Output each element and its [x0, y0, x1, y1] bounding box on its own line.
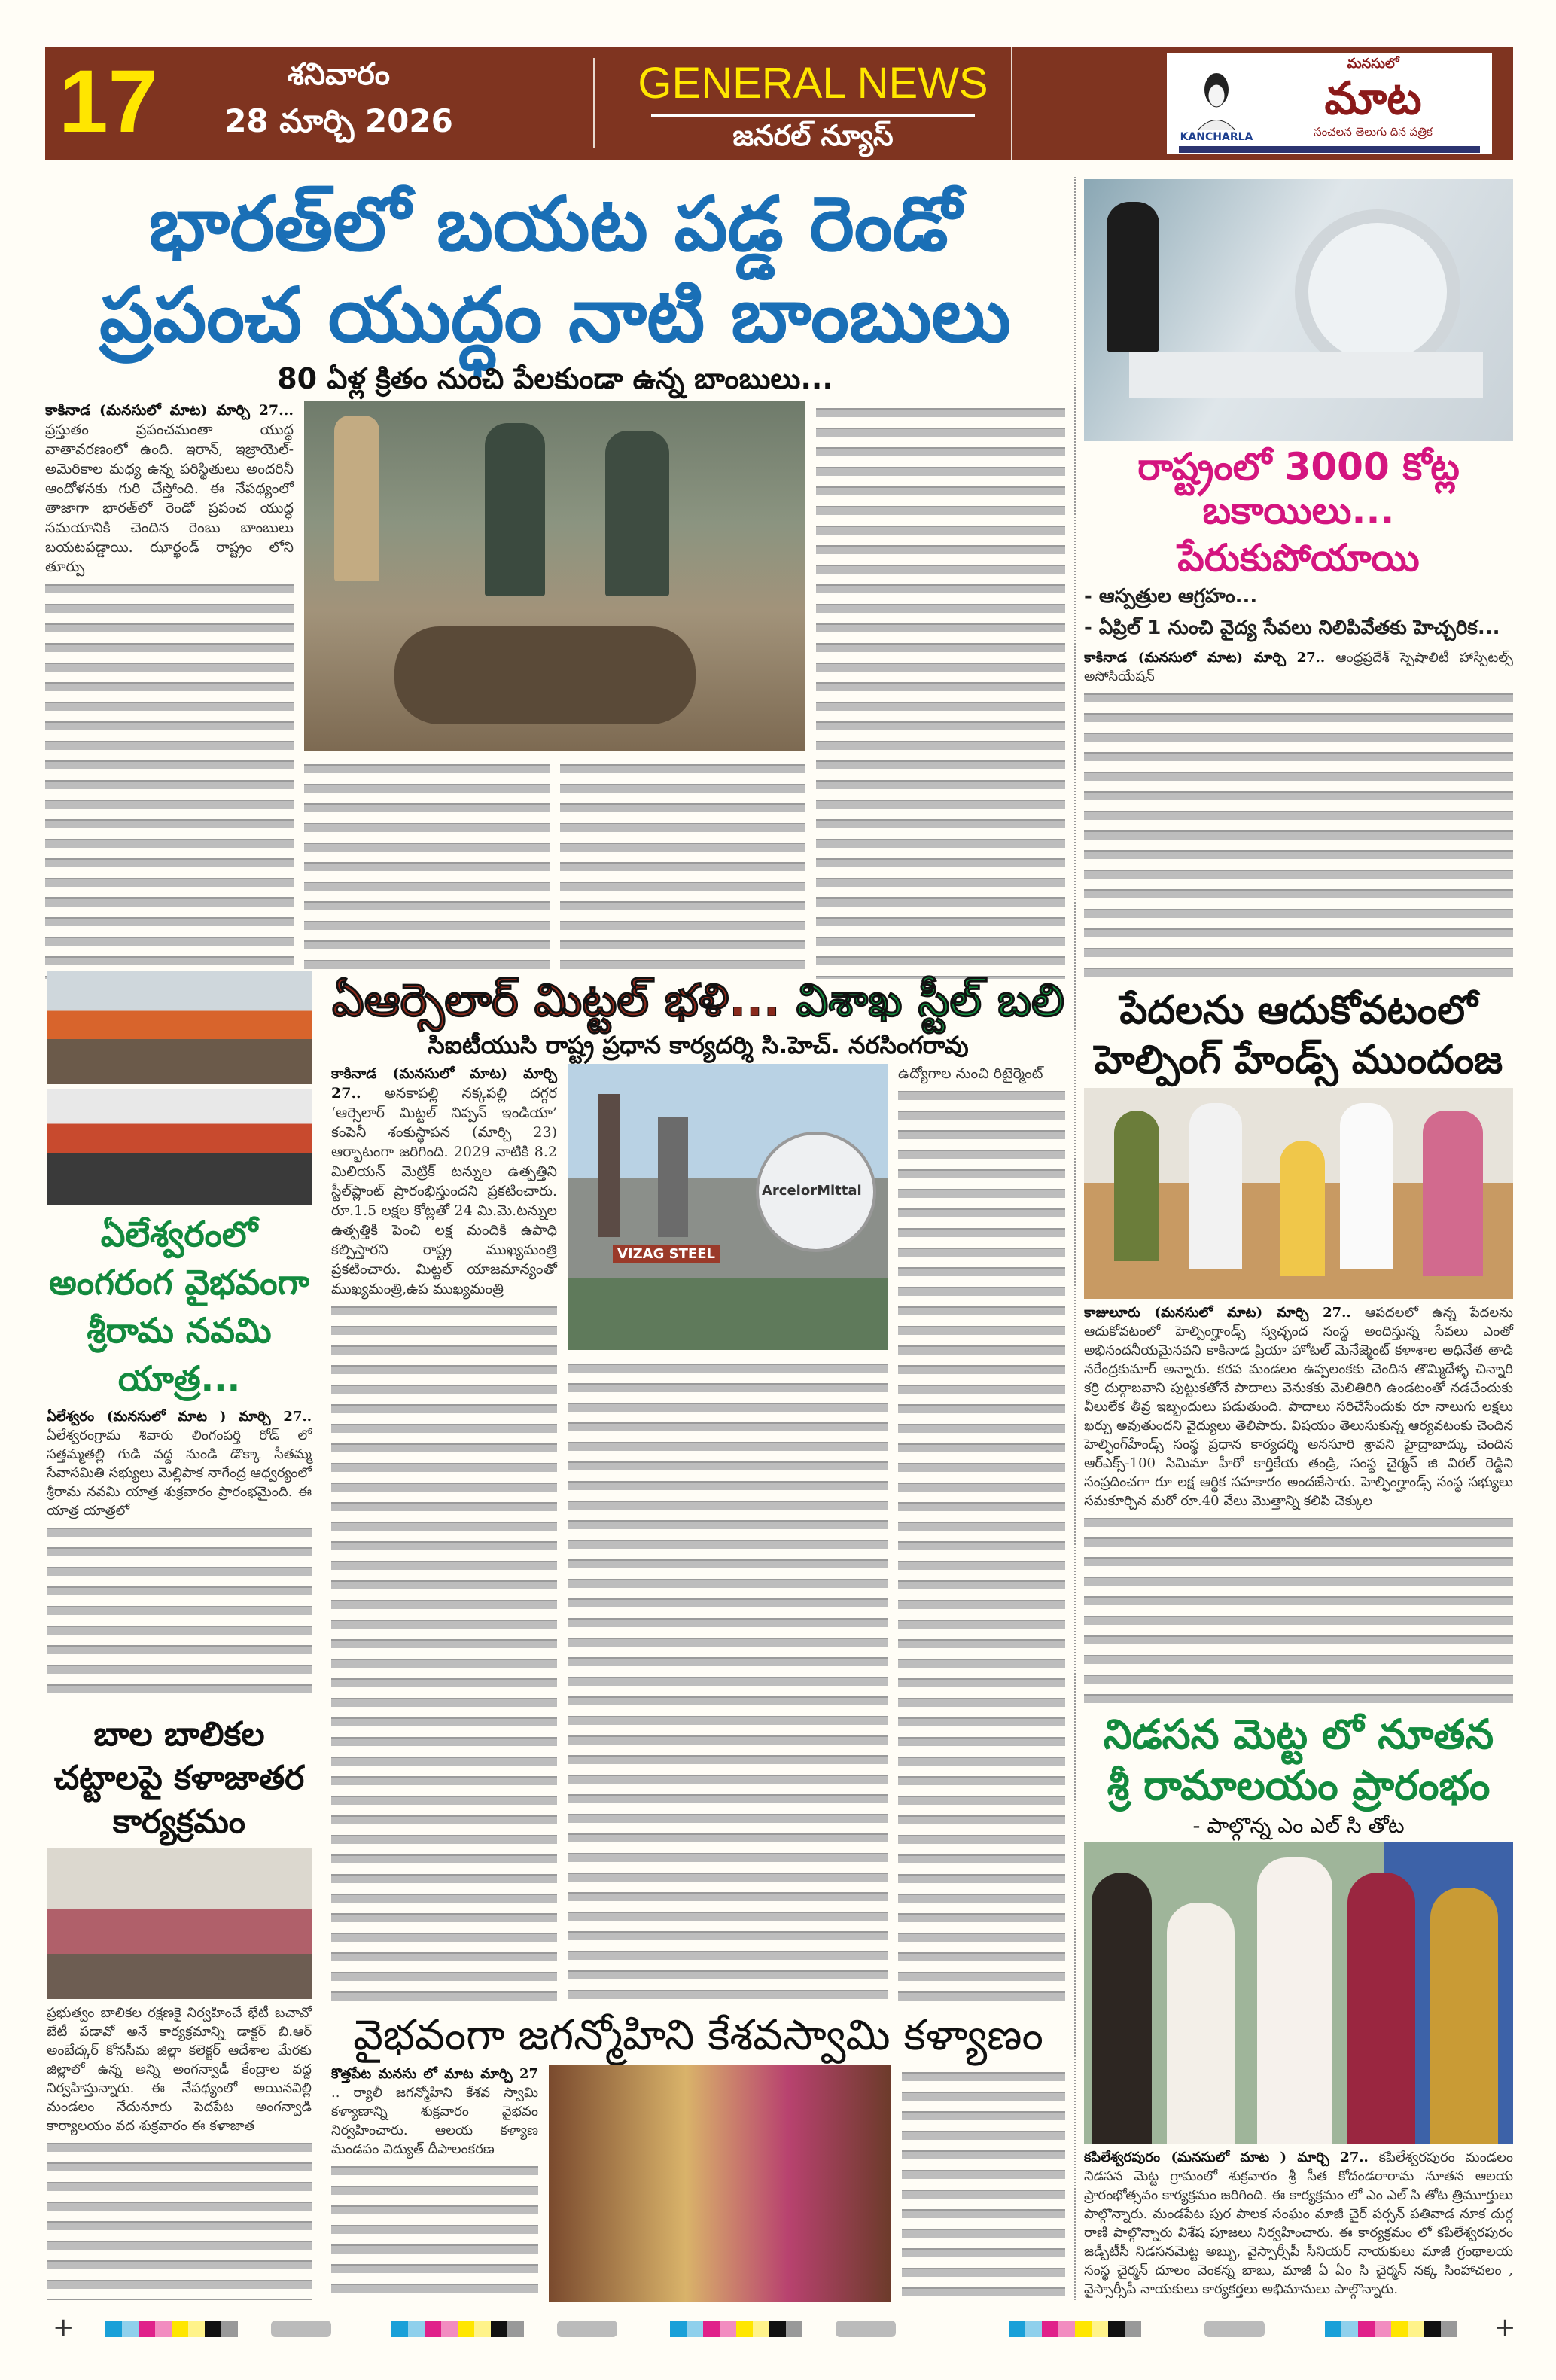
- divider: [1011, 47, 1012, 160]
- color-bar: [391, 2321, 524, 2337]
- temple-headline-line2: శ్రీ రామాలయం ప్రారంభం: [1107, 1761, 1491, 1809]
- color-bar: [557, 2321, 617, 2337]
- temple-byline: - పాల్గొన్న ఎం ఎల్ సి తోట: [1192, 1812, 1405, 1838]
- dateline: కాజులూరు (మనసులో మాట) మార్చి 27..: [1084, 1304, 1351, 1321]
- hospital-bullet: - ఆస్పత్రుల ఆగ్రహం...: [1084, 584, 1258, 608]
- steel-headline-part2: విశాఖ స్టీల్ బలి: [796, 974, 1064, 1027]
- page-number: 17: [59, 52, 158, 151]
- color-bar: [670, 2321, 802, 2337]
- section-title-en: GENERAL NEWS: [638, 59, 988, 108]
- temple-wedding-photo: [549, 2065, 891, 2302]
- divider: [593, 58, 595, 148]
- lead-headline-line2: ప్రపంచ యుద్ధం నాటి బాంబులు: [99, 271, 1011, 359]
- date: 28 మార్చి 2026: [224, 102, 453, 139]
- article-text: ఆపదలలో ఉన్న పేదలను ఆదుకోవటంలో హెల్పింగ్హాండ్స్ స్వచ్ఛంద సంస్థ అందిస్తున్న సేవలు ఎంతో అభినందనీయమైనవని కాకినాడ ప్రియా హోటల్ మెనేజ్మెంట్ కళాశాల అధినేత తాడి నరేంద్రకుమార్ అన్నారు. కరప: [1084, 1304, 1513, 1377]
- kalyanam-story: [331, 2012, 1065, 2302]
- logo-big: మాట: [1324, 72, 1422, 125]
- color-bar: [105, 2321, 238, 2337]
- lead-body-col2: [304, 757, 550, 979]
- steel-headline-part1: ఏఆర్సెలార్ మిట్టల్ భళి...: [332, 974, 781, 1027]
- day: శనివారం: [288, 57, 390, 92]
- article-text: మండలం ఉప్పలంకకు చెందిన తొమ్మిదేళ్ళ చిన్నారి కర్రి దుర్గాబవాని పుట్టుకతోనే పాదాలు వెనుకకు మెలితిరిగి ఉండటంతో నడచేందుకు వీలులేక తీవ్ర ఇబ్బందులు పడుతుంది. పాదాలు సరిచేసేందుకు రూ నాలుగు లక్షలు ఖర్చు అవుతుందని వైద్యులు తెలిపారు. విషయం తెలుసుకున్న ఆర్యవటంకు చెందిన హెల్ఫింగ్‌హేండ్స్ సంస్థ ప్రధాన కార్యదర్శి అనసూరి శ్రావని హైద్రాబాద్కు చెందిన ఆర్ఎక్స్-100 సిమిమా హీరో కార్తికేయ తండ్రి, సంస్థ చైర్మన్ జి విరల్ రెడ్డిని సంప్రదించగా రూ లక్ష ఆర్థిక సహకారం అందజేసారు. హెల్ఫింగ్హాండ్స్ సంస్థ సభ్యులు సమకూర్చిన మరో రూ.40 వేలు మొత్తాన్ని కలిపి చెక్కుల: [1084, 1361, 1513, 1509]
- arcelor-sign: ArcelorMittal: [762, 1182, 862, 1199]
- lead-subheadline: 80 ఏళ్ల క్రితం నుంచి పేలకుండా ఉన్న బాంబులు...: [277, 362, 833, 395]
- steel-story: [331, 975, 1065, 2007]
- helping-hands-headline-line1: పేదలను ఆదుకోవటంలో: [1119, 988, 1478, 1034]
- logo-tagline: సంచలన తెలుగు దిన పత్రిక: [1314, 125, 1433, 139]
- color-bar: [1204, 2321, 1265, 2337]
- column-rule: [1074, 177, 1076, 2300]
- temple-headline-line1: నిడసన మెట్ట లో నూతన: [1103, 1710, 1494, 1758]
- steel-subheadline: సిఐటీయుసి రాష్ట్ర ప్రధాన కార్యదర్శి సి.హెచ్. నరసింగరావు: [428, 1031, 969, 1059]
- lead-body-col1: [45, 401, 294, 979]
- dateline: కపిలేశ్వరపురం (మనసులో మాట ) మార్చి 27..: [1084, 2150, 1369, 2165]
- steel-sign: VIZAG STEEL: [613, 1245, 720, 1263]
- steel-body-col1: [331, 1064, 557, 2007]
- newspaper-logo: [1167, 53, 1492, 154]
- logo-small: మనసులో: [1347, 56, 1399, 72]
- article-text: ఉద్యోగాల నుంచి రిటైర్మెంట్: [898, 1065, 1043, 1082]
- cheque-handover-photo: [1084, 1088, 1513, 1299]
- dateline: ఏలేశ్వరం (మనసులో మాట ) మార్చి 27..: [47, 1409, 312, 1425]
- balika-body: [47, 2004, 312, 2300]
- color-bar: [271, 2321, 331, 2337]
- article-text: .. ర్యాలీ జగన్మోహిని కేశవ స్వామి కళ్యాణాన్ని శుక్రవారం వైభవం నిర్వహించారు. ఆలయ కళ్యాణ మండపం విద్యుత్ దీపాలంకరణ: [331, 2085, 538, 2158]
- article-text: అనకాపల్లి నక్కపల్లి దగ్గర ‘ఆర్సెలార్ మిట్టల్ నిప్పన్ ఇండియా’ కంపెనీ శంకుస్థాపన (మార్చి 23) ఆర్భాటంగా జరిగింది. 2029 నాటికి 8.2 మిలియన్ మెట్రిక్ టన్నుల ఉత్పత్తిని స్టీల్‌ప్లాంట్ ప్రారంభిస్తుందని ప్రకటించారు. రూ.1.5 లక్షల కోట్లతో 24 మి.మె.టన్నుల ఉత్పత్తికి పెంచి లక్ష మందికి ఉపాధి కల్పిస్తారని రాష్ట్ర ముఖ్యమంత్రి ప్రకటించారు. మిట్టల్ యాజమాన్యంతో ముఖ్యమంత్రి,ఉప ముఖ్యమంత్రి: [331, 1084, 557, 1297]
- steel-plant-photo: [568, 1064, 888, 1350]
- divider: [651, 114, 975, 117]
- text-lines: [45, 578, 294, 979]
- lead-body-col4: [816, 401, 1065, 979]
- dateline: కొత్తపేట మనసు లో మాట మార్చి 27: [331, 2066, 538, 2083]
- dateline: కాకినాడ (మనసులో మాట) మార్చి 27..: [1084, 649, 1326, 666]
- temple-opening-photo: [1084, 1842, 1513, 2144]
- kalyanam-body-col1: [331, 2065, 538, 2302]
- color-bar: [1325, 2321, 1457, 2337]
- helping-hands-headline-line2: హెల్పింగ్ హేండ్స్ ముందంజ: [1094, 1037, 1503, 1083]
- kalyanam-body-col3: [902, 2065, 1065, 2302]
- portrait-icon: [1190, 69, 1243, 130]
- sriramanavami-body: [47, 1407, 312, 1704]
- lead-body-col3: [560, 757, 805, 979]
- steel-body-col2: [568, 1356, 888, 2007]
- kalyanam-headline: వైభవంగా జగన్మోహిని కేశవస్వామి కళ్యాణం: [353, 2011, 1043, 2060]
- section-title-te: జనరల్ న్యూస్: [732, 119, 894, 152]
- temple-body: [1084, 2148, 1513, 2299]
- rally-photo: [47, 1089, 312, 1205]
- article-text: కపిలేశ్వరపురం మండలం నిడసన మెట్ట గ్రామంలో శుక్రవారం శ్రీ సీత కోదండరారామ నూతన ఆలయ ప్రారంభోత్సవం కార్యక్రమం జరిగింది. ఈ కార్యక్రమం లో ఎం ఎల్ సి తోట త్రిమూర్తులు పాల్గొన్నారు. మండపేట పుర పాలక సంఘం మాజీ చైర్ పర్సన్ పతివాడ నూక దుర్గ రాణి పాల్గొన్నారు విశేష పూజలు నిర్వహించారు. ఈ కార్యక్రమం లో కపిలేశ్వరపురం జడ్పీటీసీ నిడసనమెట్ట అబ్బు, వైస్సార్సీపీ సీనియర్ నాయకులు మాజీ గ్రంథాలయ సంస్థ చైర్మన్ దూలం వెంకన్న బాబు, మాజీ ఏ ఏం సి చైర్మన్ నక్క సింహాచలం , వైస్సార్సీపీ నాయకులు కార్యకర్తలు అభిమానులు పాల్గొన్నారు.: [1084, 2150, 1513, 2297]
- article-text: ఏలేశ్వరంగ్రామ శివారు లింగంపర్తి రోడ్ లో సత్తమ్మతల్లి గుడి వద్ద నుండి డొక్కా సీతమ్మ సేవాసమితి సభ్యులు మెల్లిపాక నాగేంద్ర ఆధ్వర్యంలో శ్రీరామ నవమి యాత్ర శుక్రవారం ప్రారంభమైంది. ఈ యాత్ర యాత్రలో: [47, 1428, 312, 1519]
- mri-scan-photo: [1084, 179, 1513, 441]
- hospital-bullet: - ఏప్రిల్ 1 నుంచి వైద్య సేవలు నిలిపివేతకు హెచ్చరిక...: [1084, 616, 1500, 639]
- lead-story: [45, 181, 1065, 979]
- lead-headline-line1: భారత్‌లో బయట పడ్డ రెండో: [148, 180, 962, 268]
- anganwadi-photo: [47, 1848, 312, 1999]
- registration-mark: +: [53, 2312, 75, 2342]
- hospital-body: [1084, 648, 1513, 985]
- steel-body-col3: [898, 1064, 1065, 2007]
- sriramanavami-headline: ఏలేశ్వరంలో అంగరంగ వైభవంగా శ్రీరామ నవమి యాత్ర...: [49, 1214, 309, 1399]
- hospital-headline-line1: రాష్ట్రంలో 3000 కోట్ల బకాయిలు...: [1137, 445, 1460, 532]
- color-bar: [1009, 2321, 1141, 2337]
- balika-headline: బాల బాలికల చట్టాలపై కళాజాతర కార్యక్రమం: [53, 1715, 305, 1841]
- article-text: ఆంధ్రప్రదేశ్ స్పెషాలిటీ హాస్పిటల్స్ అసోసియేషన్: [1084, 649, 1513, 684]
- rally-photo: [47, 971, 312, 1084]
- left-column: [47, 971, 312, 2300]
- color-bar: [836, 2321, 896, 2337]
- logo-brand: KANCHARLA: [1180, 131, 1253, 143]
- article-text: ప్రస్తుతం ప్రపంచమంతా యుద్ధ వాతావరణంలో ఉంది. ఇరాన్, ఇజ్రాయెల్-అమెరికాల మధ్య ఉన్న పరిస్థితులు అందరినీ ఆందోళనకు గురి చేస్తోంది. ఈ నేపథ్యంలో తాజాగా భారత్‌లో రెండో ప్రపంచ యుద్ధ సమయానికి చెందిన రెంబు బాంబులు బయటపడ్డాయి. ఝార్ఖండ్ రాష్ట్రం లోని తూర్పు: [45, 421, 294, 575]
- registration-mark: +: [1494, 2312, 1516, 2342]
- dateline: కాకినాడ (మనసులో మాట) మార్చి 27...: [45, 401, 294, 419]
- dateline: కాకినాడ (మనసులో మాట) మార్చి 27..: [331, 1065, 557, 1102]
- helping-hands-body: [1084, 1303, 1513, 1707]
- hospital-headline-line2: పేరుకుపోయాయి: [1177, 536, 1420, 580]
- right-column: [1084, 179, 1513, 2299]
- steel-headline: [331, 975, 1065, 1027]
- logo-strip: [1179, 146, 1480, 153]
- bomb-disposal-photo: [304, 401, 805, 751]
- article-text: ప్రభుత్వం బాలికల రక్షణకై నిర్వహించే భేటీ బచావో బేటీ పడావో అనే కార్యక్రమాన్ని డాక్టర్ బి.ఆర్ అంబేద్కర్ కోనసీమ జిల్లా కలెక్టర్ ఆదేశాల మేరకు జిల్లాలో ఉన్న అన్ని అంగన్వాడీ కేంద్రాల వద్ద నిర్వహిస్తున్నారు. ఈ నేపథ్యంలో అయినవిల్లి మండలం నేదునూరు పెదపేట అంగన్వాడి కార్యాలయం వద శుక్రవారం ఈ కళాజాత: [47, 2005, 312, 2134]
